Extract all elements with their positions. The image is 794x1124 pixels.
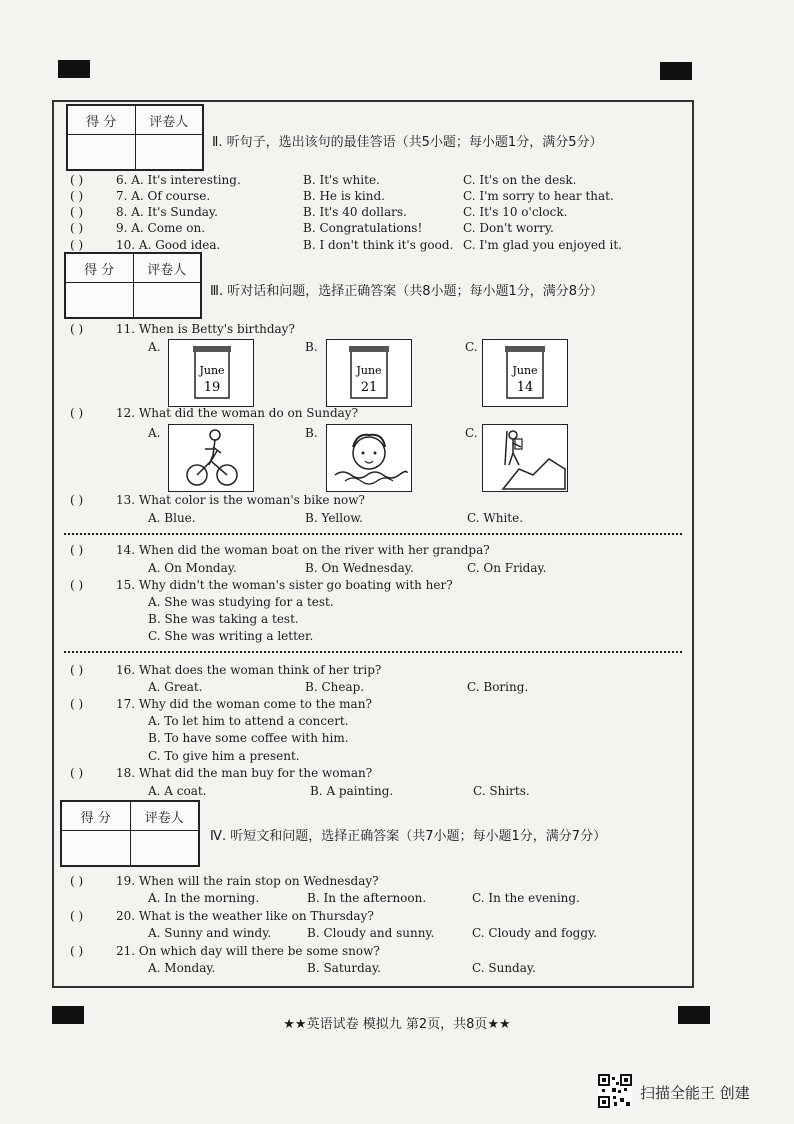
option-b: B. She was taking a test. xyxy=(148,612,299,626)
option-c: C. xyxy=(465,426,478,440)
option-b: B. xyxy=(305,340,318,354)
score-box xyxy=(66,104,204,171)
option-a: A. xyxy=(148,426,161,440)
option-b: B. On Wednesday. xyxy=(305,561,414,575)
cycling-picture-icon xyxy=(168,424,254,492)
answer-blank[interactable]: ( ) xyxy=(70,697,84,711)
question-stem: 14. When did the woman boat on the river with her grandpa? xyxy=(116,543,490,557)
option-a: 8. A. It's Sunday. xyxy=(116,205,218,219)
option-c: C. Shirts. xyxy=(473,784,530,798)
answer-blank[interactable]: ( ) xyxy=(70,205,84,219)
section-title: Ⅲ. 听对话和问题，选择正确答案（共8小题；每小题1分，满分8分） xyxy=(210,284,604,299)
question-stem: 13. What color is the woman's bike now? xyxy=(116,493,365,507)
answer-blank[interactable]: ( ) xyxy=(70,944,84,958)
question-stem: 20. What is the weather like on Thursday? xyxy=(116,909,374,923)
question-stem: 19. When will the rain stop on Wednesday? xyxy=(116,874,379,888)
scanner-watermark: 扫描全能王 创建 xyxy=(640,1084,750,1102)
question-stem: 11. When is Betty's birthday? xyxy=(116,322,295,336)
answer-blank[interactable]: ( ) xyxy=(70,909,84,923)
option-b: B. To have some coffee with him. xyxy=(148,731,349,745)
option-a: A. To let him to attend a concert. xyxy=(148,714,349,728)
option-b: B. In the afternoon. xyxy=(307,891,427,905)
score-label: 得 分 xyxy=(66,254,134,282)
question-stem: 17. Why did the woman come to the man? xyxy=(116,697,372,711)
section-title: Ⅱ. 听句子，选出该句的最佳答语（共5小题；每小题1分，满分5分） xyxy=(212,135,603,150)
score-label: 得 分 xyxy=(62,802,131,830)
answer-blank[interactable]: ( ) xyxy=(70,406,84,420)
swimming-picture-icon xyxy=(326,424,412,492)
calendar-picture-b xyxy=(326,339,412,407)
question-stem: 18. What did the man buy for the woman? xyxy=(116,766,373,780)
answer-blank[interactable]: ( ) xyxy=(70,766,84,780)
answer-blank[interactable]: ( ) xyxy=(70,874,84,888)
option-c: C. It's on the desk. xyxy=(463,173,577,187)
answer-blank[interactable]: ( ) xyxy=(70,578,84,592)
calendar-day: 19 xyxy=(203,380,221,395)
option-c: C. Boring. xyxy=(467,680,529,694)
answer-blank[interactable]: ( ) xyxy=(70,543,84,557)
option-c: C. It's 10 o'clock. xyxy=(463,205,568,219)
answer-blank[interactable]: ( ) xyxy=(70,189,84,203)
option-b: B. xyxy=(305,426,318,440)
score-label: 得 分 xyxy=(68,106,136,134)
page-footer: ★★英语试卷 模拟九 第2页，共8页★★ xyxy=(283,1017,511,1032)
hiking-picture-icon xyxy=(482,424,568,492)
answer-blank[interactable]: ( ) xyxy=(70,221,84,235)
option-a: A. Great. xyxy=(148,680,203,694)
calendar-day: 14 xyxy=(516,380,534,395)
option-a: 7. A. Of course. xyxy=(116,189,211,203)
option-a: A. Sunny and windy. xyxy=(148,926,272,940)
option-a: A. xyxy=(148,340,161,354)
option-c: C. xyxy=(465,340,478,354)
option-c: C. In the evening. xyxy=(472,891,580,905)
option-a: A. In the morning. xyxy=(148,891,260,905)
option-c: C. I'm glad you enjoyed it. xyxy=(463,238,622,252)
dotted-divider xyxy=(64,533,682,535)
option-b: B. It's white. xyxy=(303,173,380,187)
option-a: 9. A. Come on. xyxy=(116,221,206,235)
answer-blank[interactable]: ( ) xyxy=(70,493,84,507)
score-box xyxy=(64,252,202,319)
calendar-picture-c xyxy=(482,339,568,407)
option-b: B. Cloudy and sunny. xyxy=(307,926,435,940)
option-a: A. Monday. xyxy=(148,961,216,975)
option-c: C. Sunday. xyxy=(472,961,536,975)
section-title: Ⅳ. 听短文和问题，选择正确答案（共7小题；每小题1分，满分7分） xyxy=(210,829,607,844)
calendar-month: June xyxy=(512,364,538,377)
calendar-month: June xyxy=(356,364,382,377)
option-b: B. I don't think it's good. xyxy=(303,238,454,252)
grader-label: 评卷人 xyxy=(147,262,187,278)
calendar-month: June xyxy=(199,364,225,377)
grader-label: 评卷人 xyxy=(149,114,189,130)
registration-mark xyxy=(660,62,692,80)
answer-blank[interactable]: ( ) xyxy=(70,663,84,677)
option-b: B. A painting. xyxy=(310,784,394,798)
option-b: B. Cheap. xyxy=(305,680,365,694)
calendar-picture-a xyxy=(168,339,254,407)
option-a: 10. A. Good idea. xyxy=(116,238,221,252)
answer-blank[interactable]: ( ) xyxy=(70,238,84,252)
qr-code-icon xyxy=(598,1074,632,1108)
dotted-divider xyxy=(64,651,682,653)
option-b: B. It's 40 dollars. xyxy=(303,205,407,219)
calendar-day: 21 xyxy=(360,380,378,395)
score-box xyxy=(60,800,200,867)
option-c: C. White. xyxy=(467,511,524,525)
option-a: 6. A. It's interesting. xyxy=(116,173,241,187)
option-a: A. She was studying for a test. xyxy=(148,595,334,609)
option-c: C. I'm sorry to hear that. xyxy=(463,189,614,203)
option-a: A. A coat. xyxy=(148,784,207,798)
option-c: C. Don't worry. xyxy=(463,221,554,235)
grader-label: 评卷人 xyxy=(144,810,184,826)
option-a: A. Blue. xyxy=(148,511,196,525)
answer-blank[interactable]: ( ) xyxy=(70,322,84,336)
question-stem: 21. On which day will there be some snow? xyxy=(116,944,380,958)
option-c: C. She was writing a letter. xyxy=(148,629,314,643)
option-c: C. On Friday. xyxy=(467,561,547,575)
option-c: C. Cloudy and foggy. xyxy=(472,926,598,940)
option-b: B. Saturday. xyxy=(307,961,381,975)
question-stem: 16. What does the woman think of her trip? xyxy=(116,663,382,677)
option-b: B. Yellow. xyxy=(305,511,363,525)
question-stem: 12. What did the woman do on Sunday? xyxy=(116,406,359,420)
option-c: C. To give him a present. xyxy=(148,749,300,763)
option-b: B. Congratulations! xyxy=(303,221,423,235)
answer-blank[interactable]: ( ) xyxy=(70,173,84,187)
question-stem: 15. Why didn't the woman's sister go boating with her? xyxy=(116,578,453,592)
option-b: B. He is kind. xyxy=(303,189,385,203)
option-a: A. On Monday. xyxy=(148,561,237,575)
registration-mark xyxy=(58,60,90,78)
